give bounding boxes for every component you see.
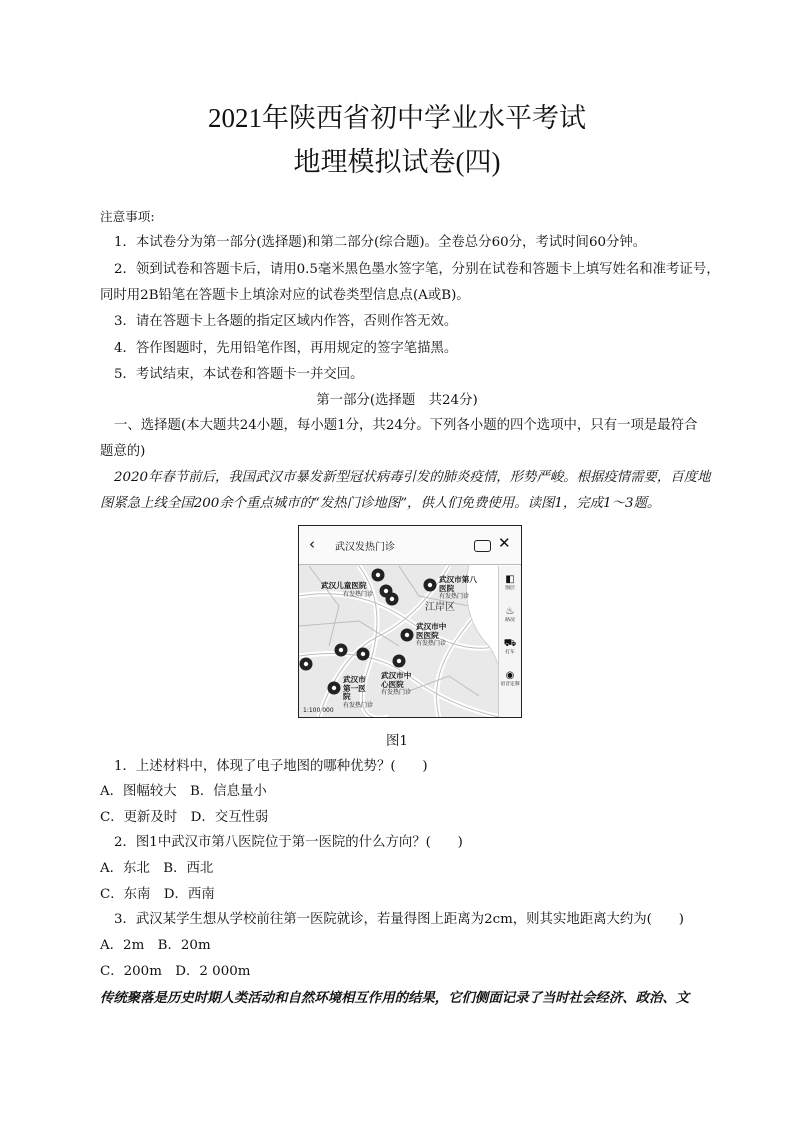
traffic-icon: ♨	[505, 606, 515, 617]
hospital-note: 有发热门诊	[343, 701, 374, 709]
hospital-name: 武汉儿童医院	[321, 581, 367, 590]
notice-item: 3．请在答题卡上各题的指定区域内作答，否则作答无效。	[114, 314, 458, 329]
question-2: 2．图1中武汉市第八医院位于第一医院的什么方向？( )	[114, 835, 463, 850]
map-toolbar	[498, 566, 521, 717]
exam-subtitle: 地理模拟试卷(四)	[293, 147, 501, 177]
close-icon[interactable]: ✕	[498, 534, 511, 552]
question-1: 1．上述材料中，体现了电子地图的哪种优势？( )	[114, 759, 428, 774]
microphone-icon: ◉	[505, 670, 515, 681]
question-1-options-ab: A．图幅较大 B．信息量小	[100, 784, 267, 799]
hospital-label[interactable]	[321, 582, 373, 598]
map-pin-icon[interactable]	[400, 628, 414, 642]
map-header	[299, 526, 521, 565]
taxi-label: 打车	[505, 650, 515, 655]
map-pin-icon[interactable]	[334, 643, 348, 657]
figure-caption: 图1	[386, 734, 408, 749]
passage2-text: 传统聚落是历史时期人类活动和自然环境相互作用的结果，它们侧面记录了当时社会经济、政治、文	[100, 990, 690, 1006]
map-pin-icon[interactable]	[423, 578, 437, 592]
passage1-text: 2020年春节前后，我国武汉市暴发新型冠状病毒引发的肺炎疫情，形势严峻。根据疫情需要，百度地	[114, 470, 711, 485]
passage1-text-continued: 图紧急上线全国200余个重点城市的“发热门诊地图”，供人们免费使用。读图1，完成1～3题。	[100, 496, 661, 511]
hospital-label[interactable]	[381, 672, 415, 696]
notice-item: 4．答作图题时，先用铅笔作图，再用规定的签字笔描黑。	[114, 341, 458, 356]
question-1-options-cd: C．更新及时 D．交互性弱	[100, 810, 269, 825]
map-pin-icon[interactable]	[327, 681, 341, 695]
layers-icon: ◧	[505, 574, 515, 585]
hospital-name: 武汉市中心医院	[381, 671, 412, 689]
question-2-options-cd: C．东南 D．西南	[100, 887, 215, 902]
hospital-name: 武汉市中医医院	[416, 622, 447, 640]
section1-instructions: 一、选择题(本大题共24小题，每小题1分，共24分。下列各小题的四个选项中，只有一项是最符合	[114, 418, 698, 433]
mini-program-icon[interactable]	[474, 540, 491, 552]
layers-label: 图层	[505, 586, 515, 591]
section1-instructions-continued: 题意的)	[100, 444, 146, 459]
voice-label: 语音定制	[500, 682, 520, 687]
question-3: 3．武汉某学生想从学校前往第一医院就诊，若量得图上距离为2cm，则其实地距离大约为( )	[114, 912, 684, 927]
district-label: 江岸区	[425, 602, 455, 613]
hospital-note: 有发热门诊	[416, 640, 447, 648]
map-pin-icon[interactable]	[392, 654, 406, 668]
hospital-label[interactable]	[439, 576, 479, 600]
hospital-note: 有发热门诊	[439, 593, 470, 601]
hospital-note: 有发热门诊	[343, 590, 374, 598]
notice-item-continued: 同时用2B铅笔在答题卡上填涂对应的试卷类型信息点(A或B)。	[100, 288, 470, 303]
voice-button[interactable]	[499, 670, 521, 688]
map-pin-icon[interactable]	[299, 657, 313, 671]
part1-heading: 第一部分(选择题 共24分)	[316, 393, 478, 408]
traffic-label: 路况	[505, 618, 515, 623]
taxi-button[interactable]	[499, 638, 521, 656]
question-2-options-ab: A．东北 B．西北	[100, 861, 214, 876]
hospital-name: 武汉市第一医院	[343, 675, 366, 702]
hospital-name: 武汉市第八医院	[439, 575, 477, 593]
map-scale: 1:100 000	[303, 707, 334, 714]
notice-heading: 注意事项:	[100, 209, 155, 224]
traffic-button[interactable]	[499, 606, 521, 624]
question-3-options-cd: C．200m D．2 000m	[100, 964, 251, 979]
map-pin-icon[interactable]	[371, 568, 385, 582]
layers-button[interactable]	[499, 574, 521, 592]
notice-item: 1．本试卷分为第一部分(选择题)和第二部分(综合题)。全卷总分60分，考试时间60分钟。	[114, 235, 647, 250]
hospital-label[interactable]	[416, 623, 450, 647]
map-title: 武汉发热门诊	[335, 542, 395, 553]
notice-item: 5．考试结束，本试卷和答题卡一并交回。	[114, 367, 364, 382]
chevron-left-icon[interactable]: ‹	[309, 535, 315, 553]
hospital-note: 有发热门诊	[381, 689, 412, 697]
notice-item: 2．领到试卷和答题卡后，请用0.5毫米黑色墨水签字笔，分别在试卷和答题卡上填写姓名和准考证号，	[114, 262, 720, 277]
exam-title: 2021年陕西省初中学业水平考试	[208, 103, 586, 133]
map-pin-icon[interactable]	[385, 592, 399, 606]
map-pin-icon[interactable]	[356, 647, 370, 661]
question-3-options-ab: A．2m B．20m	[100, 938, 211, 953]
taxi-icon: ⛟	[503, 638, 517, 649]
hospital-label[interactable]	[343, 676, 373, 709]
fever-clinic-map	[298, 525, 522, 718]
